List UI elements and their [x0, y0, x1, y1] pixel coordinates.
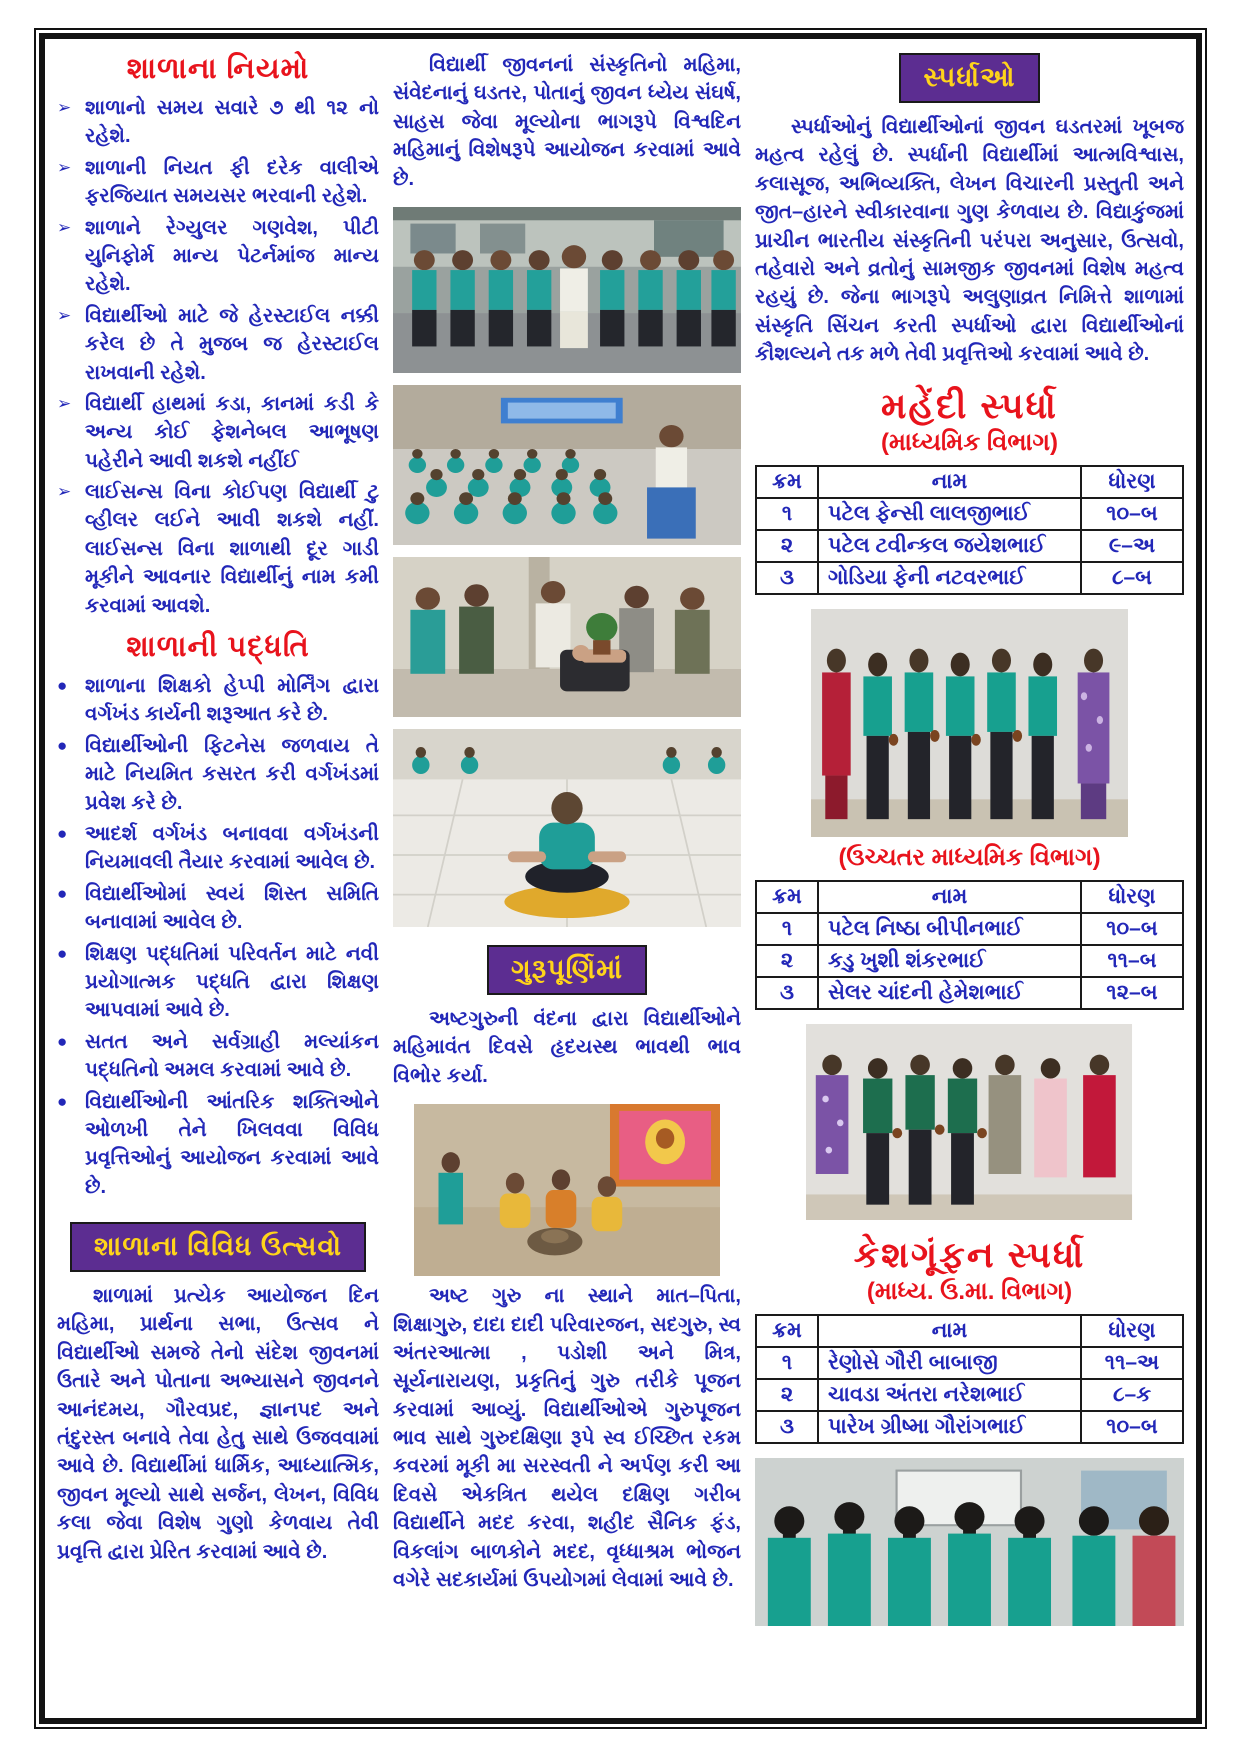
standard-cell: ૯–અ — [1081, 530, 1183, 562]
dot-bullet-icon: ● — [57, 883, 68, 903]
arrow-bullet-icon: ➢ — [57, 98, 72, 117]
right-column — [755, 51, 1184, 1708]
rank-cell: ૩ — [756, 562, 818, 594]
rule-text: લાઈસન્સ વિના કોઈપણ વિદ્યાર્થી ટુ વ્હીલર લઈને આવી શકશે નહીં. લાઈસન્સ વિના શાળાથી દૂર ગાડી મૂકીને આવનાર વિદ્યાર્થીનું નામ કમી કરવામાં આવશે. — [85, 481, 379, 617]
section-banner-festivals — [70, 1222, 366, 1272]
method-text: શાળાના શિક્ષકો હેપ્પી મોર્નિંગ દ્વારા વર્ગખંડ કાર્યની શરૂઆત કરે છે. — [85, 675, 379, 726]
gurupurnima-paragraph-1: અષ્ટગુરુની વંદના દ્વારા વિદ્યાર્થીઓને મહિમાવંત દિવસે હૃદયસ્થ ભાવથી ભાવ વિભોર કર્યા. — [393, 1007, 741, 1087]
section-title-hairstyle: કેશગૂંફન સ્પર્ધા — [853, 1233, 1086, 1275]
photo-gurupujan-ceremony-art — [414, 1104, 720, 1276]
hairstyle-table — [755, 1314, 1184, 1444]
rule-item — [57, 302, 379, 387]
method-text: આદર્શ વર્ગખંડ બનાવવા વર્ગખંડની નિયમાવલી તૈયાર કરવામાં આવેલ છે. — [85, 822, 379, 874]
rank-cell: ૧ — [756, 498, 818, 530]
photo-hairstyle-competition-art — [755, 1458, 1184, 1626]
photo-yoga-session-art — [393, 729, 741, 927]
method-item — [57, 672, 379, 729]
page-border — [34, 28, 1207, 1729]
hairstyle-subtitle: (માધ્ય. ઉ.મા. વિભાગ) — [866, 1277, 1073, 1305]
col-header-rank: ક્રમ — [756, 881, 818, 913]
school-method-list — [57, 672, 379, 1204]
standard-cell: ૧૨–બ — [1081, 977, 1183, 1009]
col-header-rank: ક્રમ — [756, 1315, 818, 1347]
section-banner-competitions — [899, 53, 1039, 103]
photo-prayer-assembly-art — [393, 385, 741, 545]
dot-bullet-icon: ● — [57, 735, 68, 755]
photo-mehndi-secondary-art — [811, 609, 1128, 837]
competitions-banner-label: સ્પર્ધાઓ — [923, 62, 1016, 92]
method-text: સતત અને સર્વગ્રાહી મલ્યાંકન પદ્ધતિનો અમલ કરવામાં આવે છે. — [85, 1030, 379, 1082]
gurupurnima-paragraph-2: અષ્ટ ગુરુ ના સ્થાને માત–પિતા, શિક્ષાગુરુ, દાદા દાદી પરિવારજન, સદગુરુ, સ્વ અંતરઆત્મા , પડોશી અને મિત્ર, સૂર્યનારાયણ, પ્રકૃતિનું ગુરુ તરીકે પૂજન કરવામાં આવ્યું. વિદ્યાર્થીઓએ ગુરુપૂજન ભાવ સાથે ગુરુદક્ષિણા રૂપે સ્વ ઈચ્છિત રકમ કવરમાં મૂકી મા સરસ્વતી ને અર્પણ કરી આ દિવસે એકત્રિત થયેલ દક્ષિણ ગરીબ વિદ્યાર્થીને મદદ કરવા, શહીદ સૈનિક ફંડ, વિકલાંગ બાળકોને મદદ, વૃધ્ધાશ્રમ ભોજન વગેરે સદકાર્યમાં ઉપયોગમાં લેવામાં આવે છે. — [393, 1285, 741, 1592]
dot-bullet-icon: ● — [57, 823, 68, 843]
table-row — [756, 562, 1183, 594]
method-item — [57, 880, 379, 937]
arrow-bullet-icon: ➢ — [57, 482, 72, 502]
rank-cell: ૨ — [756, 945, 818, 977]
name-cell: પટેલ ટવીન્કલ જયેશભાઈ — [818, 530, 1081, 562]
rank-cell: ૩ — [756, 977, 818, 1009]
photo-mehndi-higher-secondary-group — [806, 1024, 1132, 1220]
name-cell: સેલર ચાંદની હેમેશભાઈ — [818, 977, 1081, 1009]
table-row — [756, 913, 1183, 945]
rule-text: શાળાનો સમય સવારે ૭ થી ૧૨ નો રહેશે. — [85, 97, 379, 148]
table-header-row — [756, 881, 1183, 913]
gurupurnima-banner-label: ગુરૂપૂર્ણિમાં — [511, 953, 623, 984]
section-title-school-method: શાળાની પદ્ધતિ — [126, 631, 310, 664]
dot-bullet-icon: ● — [57, 1091, 68, 1111]
rule-item — [57, 478, 379, 620]
col-header-name: નામ — [818, 1315, 1081, 1347]
photo-outdoor-assembly — [393, 207, 741, 373]
col-header-standard: ધોરણ — [1081, 466, 1183, 498]
rank-cell: ૧ — [756, 1347, 818, 1379]
name-cell: પટેલ ફેન્સી લાલજીભાઈ — [818, 498, 1081, 530]
name-cell: પારેખ ગ્રીષ્મા ગૌરાંગભાઈ — [818, 1411, 1081, 1443]
col-header-standard: ધોરણ — [1081, 881, 1183, 913]
method-text: વિદ્યાર્થીઓની ફિટનેસ જળવાય તે માટે નિયમિત કસરત કરી વર્ગખંડમાં પ્રવેશ કરે છે. — [85, 734, 379, 814]
standard-cell: ૧૧–અ — [1081, 1347, 1183, 1379]
arrow-bullet-icon: ➢ — [57, 217, 72, 237]
method-item — [57, 1088, 379, 1202]
arrow-bullet-icon: ➢ — [57, 393, 72, 413]
name-cell: પટેલ નિષ્ઠા બીપીનભાઈ — [818, 913, 1081, 945]
rank-cell: ૨ — [756, 530, 818, 562]
rule-text: શાળાને રેગ્યુલર ગણવેશ, પીટી યુનિફોર્મ માન્ય પેટર્નમાંજ માન્ય રહેશે. — [85, 216, 379, 296]
photo-staff-group — [393, 557, 741, 717]
mehndi-higher-secondary-table — [755, 880, 1184, 1010]
section-title-mehndi: મહેંદી સ્પર્ધા — [880, 384, 1059, 426]
method-text: વિદ્યાર્થીઓની આંતરિક શક્તિઓને ઓળખી તેને ખિલવવા વિવિધ પ્રવૃત્તિઓનું આયોજન કરવામાં આવે છે. — [85, 1090, 379, 1198]
rule-item — [57, 390, 379, 475]
standard-cell: ૧૦–બ — [1081, 913, 1183, 945]
photo-mehndi-higher-secondary-art — [806, 1024, 1132, 1220]
table-row — [756, 977, 1183, 1009]
photo-yoga-session — [393, 729, 741, 927]
mehndi-subtitle-secondary: (માધ્યમિક વિભાગ) — [881, 428, 1058, 456]
rule-text: વિદ્યાર્થીઓ માટે જે હેરસ્ટાઈલ નક્કી કરેલ છે તે મુજબ જ હેરસ્ટાઈલ રાખવાની રહેશે. — [85, 304, 379, 384]
photo-prayer-assembly — [393, 385, 741, 545]
photo-staff-group-art — [393, 557, 741, 717]
table-row — [756, 945, 1183, 977]
left-column — [57, 51, 379, 1708]
table-header-row — [756, 466, 1183, 498]
photo-mehndi-secondary-group — [811, 609, 1128, 837]
rank-cell: ૩ — [756, 1411, 818, 1443]
method-item — [57, 820, 379, 877]
section-banner-gurupurnima — [487, 945, 647, 995]
standard-cell: ૧૧–બ — [1081, 945, 1183, 977]
arrow-bullet-icon: ➢ — [57, 157, 72, 177]
table-header-row — [756, 1315, 1183, 1347]
name-cell: ગોડિયા ફેની નટવરભાઈ — [818, 562, 1081, 594]
name-cell: રેણોસે ગૌરી બાબાજી — [818, 1347, 1081, 1379]
method-item — [57, 940, 379, 1025]
rule-text: વિદ્યાર્થી હાથમાં કડા, કાનમાં કડી કે અન્ય કોઈ ફેશનેબલ આભૂષણ પહેરીને આવી શકશે નહીંઈ — [85, 392, 379, 472]
festivals-paragraph: શાળામાં પ્રત્યેક આયોજન દિન મહિમા, પ્રાર્થના સભા, ઉત્સવ ને વિદ્યાર્થીઓ સમજે તેનો સંદેશ જીવનમાં ઉતારે અને પોતાના અભ્યાસને જીવનને આનંદમય, ગૌરવપ્રદ, જ્ઞાનપદ અને તંદુરસ્ત બનાવે તેવા હેતુ સાથે ઉજવવામાં આવે છે. વિદ્યાર્થીમાં ધાર્મિક, આધ્યાત્મિક, જીવન મૂલ્યો સાથે સર્જન, લેખન, વિવિધ કલા જેવા વિશેષ ગુણો કેળવાય તેવી પ્રવૃત્તિ દ્વારા પ્રેરિત કરવામાં આવે છે. — [57, 1285, 379, 1563]
school-rules-list — [57, 94, 379, 623]
culture-intro-paragraph: વિદ્યાર્થી જીવનનાં સંસ્કૃતિનો મહિમા, સંવેદનાનું ઘડતર, પોતાનું જીવન ધ્યેય સંઘર્ષ, સાહસ જેવા મૂલ્યોના ભાગરૂપે વિશ્વદિન મહિમાનું વિશેષરૂપે આયોજન કરવામાં આવે છે. — [393, 54, 741, 190]
mehndi-subtitle-higher-secondary: (ઉચ્ચતર માધ્યમિક વિભાગ) — [838, 843, 1101, 871]
name-cell: ચાવડા અંતરા નરેશભાઈ — [818, 1379, 1081, 1411]
standard-cell: ૧૦–બ — [1081, 1411, 1183, 1443]
table-row — [756, 530, 1183, 562]
table-row — [756, 1411, 1183, 1443]
dot-bullet-icon: ● — [57, 1031, 68, 1051]
competitions-paragraph: સ્પર્ધાઓનું વિદ્યાર્થીઓનાં જીવન ઘડતરમાં ખૂબજ મહત્વ રહેલું છે. સ્પર્ધાની વિદ્યાર્થીમાં આત્મવિશ્વાસ, કલાસૂજ, અભિવ્યક્તિ, લેખન વિચારની પ્રસ્તુતી અને જીત–હારને સ્વીકારવાના ગુણ કેળવાય છે. વિદ્યાકુંજમાં પ્રાચીન ભારતીય સંસ્કૃતિની પરંપરા અનુસાર, ઉત્સવો, તહેવારો અને વ્રતોનું સામજીક જીવનમાં વિશેષ મહત્વ રહયું છે. જેના ભાગરૂપે અલુણાવ્રત નિમિત્તે શાળામાં સંસ્કૃતિ સિંચન કરતી સ્પર્ધાઓ દ્વારા વિદ્યાર્થીઓનાં કૌશલ્યને તક મળે તેવી પ્રવૃત્તિઓ કરવામાં આવે છે. — [755, 116, 1184, 366]
method-text: શિક્ષણ પદ્ધતિમાં પરિવર્તન માટે નવી પ્રયોગાત્મક પદ્ધતિ દ્વારા શિક્ષણ આપવામાં આવે છે. — [85, 942, 379, 1022]
name-cell: કડુ ખુશી શંકરભાઈ — [818, 945, 1081, 977]
middle-column — [393, 51, 741, 1708]
dot-bullet-icon: ● — [57, 943, 68, 963]
table-row — [756, 498, 1183, 530]
section-title-school-rules: શાળાના નિયમો — [126, 53, 310, 85]
rank-cell: ૧ — [756, 913, 818, 945]
content-area — [39, 33, 1202, 1724]
col-header-name: નામ — [818, 466, 1081, 498]
rule-text: શાળાની નિયત ફી દરેક વાલીએ ફરજિયાત સમયસર ભરવાની રહેશે. — [85, 156, 379, 208]
standard-cell: ૧૦–બ — [1081, 498, 1183, 530]
rule-item — [57, 214, 379, 299]
standard-cell: ૮–ક — [1081, 1379, 1183, 1411]
dot-bullet-icon: ● — [57, 676, 68, 696]
method-text: વિદ્યાર્થીઓમાં સ્વયં શિસ્ત સમિતિ બનાવામાં આવેલ છે. — [85, 882, 379, 934]
col-header-rank: ક્રમ — [756, 466, 818, 498]
col-header-standard: ધોરણ — [1081, 1315, 1183, 1347]
photo-gurupujan-ceremony — [414, 1104, 720, 1276]
photo-outdoor-assembly-art — [393, 207, 741, 373]
col-header-name: નામ — [818, 881, 1081, 913]
rank-cell: ૨ — [756, 1379, 818, 1411]
table-row — [756, 1379, 1183, 1411]
method-item — [57, 1028, 379, 1085]
rule-item — [57, 94, 379, 151]
rule-item — [57, 154, 379, 211]
arrow-bullet-icon: ➢ — [57, 305, 72, 325]
method-item — [57, 732, 379, 817]
mehndi-secondary-table — [755, 465, 1184, 595]
photo-hairstyle-competition — [755, 1458, 1184, 1626]
table-row — [756, 1347, 1183, 1379]
festivals-banner-label: શાળાના વિવિધ ઉત્સવો — [93, 1231, 343, 1262]
standard-cell: ૮–બ — [1081, 562, 1183, 594]
